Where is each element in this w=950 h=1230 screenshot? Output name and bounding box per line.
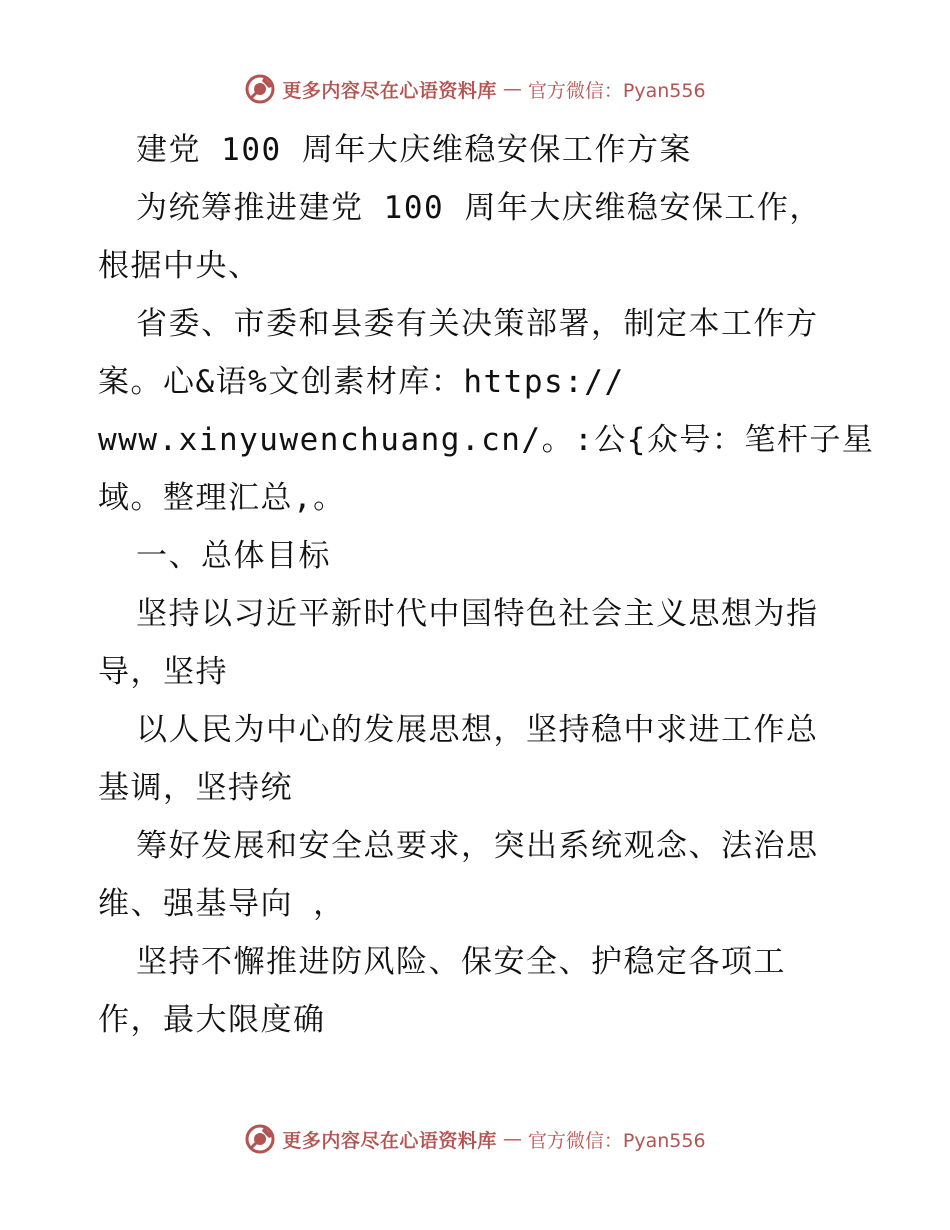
doc-line: 维、强基导向 ， [98,886,346,922]
watermark-separator: — [502,1128,522,1150]
watermark-wechat-text: 官方微信：Pyan556 [527,1129,706,1152]
doc-line: 为统筹推进建党 100 周年大庆维稳安保工作， [136,190,822,226]
header-watermark [0,72,950,106]
doc-line: 作，最大限度确 [98,1002,326,1038]
watermark-site-text: 更多内容尽在心语资料库 [282,1129,497,1152]
doc-line: 以人民为中心的发展思想，坚持稳中求进工作总 [136,712,819,748]
footer-watermark [0,1122,950,1156]
doc-line: 基调，坚持统 [98,770,293,806]
pen-logo-icon [244,73,276,105]
doc-line: 坚持以习近平新时代中国特色社会主义思想为指 [136,596,819,632]
doc-line: 省委、市委和县委有关决策部署，制定本工作方 [136,306,819,342]
doc-line: 根据中央、 [98,248,261,284]
doc-line: 筹好发展和安全总要求，突出系统观念、法治思 [136,828,819,864]
watermark-site-text: 更多内容尽在心语资料库 [282,79,497,102]
pen-logo-icon [244,1123,276,1155]
document-body [98,121,875,1049]
doc-line: 坚持不懈推进防风险、保安全、护稳定各项工 [136,944,786,980]
doc-title: 建党 100 周年大庆维稳安保工作方案 [136,132,692,168]
watermark-separator: — [502,78,522,100]
doc-line: www.xinyuwenchuang.cn/。:公{众号：笔杆子星 [98,422,875,458]
doc-line: 案。心&语%文创素材库：https:// [98,364,625,400]
doc-line: 域。整理汇总,。 [98,480,346,516]
section-heading: 一、总体目标 [136,538,331,574]
doc-line: 导，坚持 [98,654,228,690]
watermark-wechat-text: 官方微信：Pyan556 [527,79,706,102]
